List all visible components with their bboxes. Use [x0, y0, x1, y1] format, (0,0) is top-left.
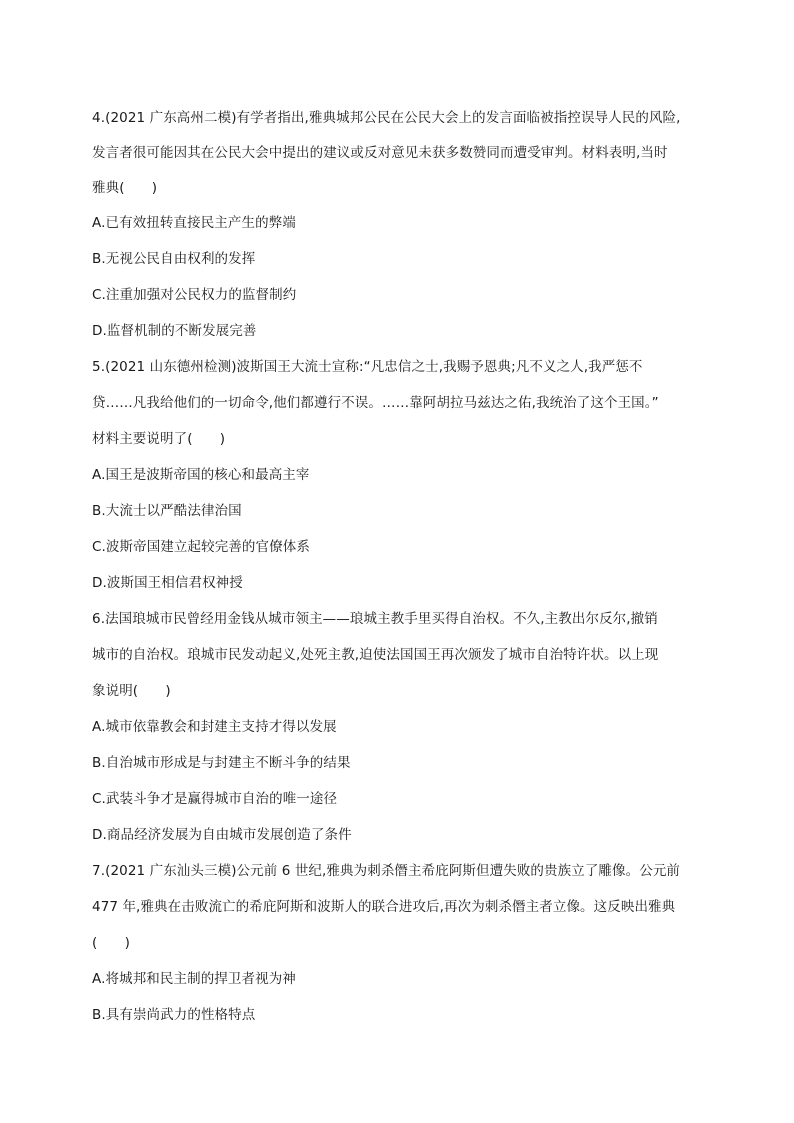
question-6-stem-line-3: 象说明( ) [92, 683, 171, 699]
question-4-option-a: A.已有效扭转直接民主产生的弊端 [92, 215, 296, 231]
question-5-option-c: C.波斯帝国建立起较完善的官僚体系 [92, 539, 310, 555]
question-4-stem-line-2: 发言者很可能因其在公民大会中提出的建议或反对意见未获多数赞同而遭受审判。材料表明,当时 [92, 145, 668, 161]
question-5-option-d: D.波斯国王相信君权神授 [92, 575, 243, 591]
question-6-option-c: C.武装斗争才是赢得城市自治的唯一途径 [92, 791, 338, 807]
question-7-stem-line-2: 477 年,雅典在击败流亡的希庇阿斯和波斯人的联合进攻后,再次为刺杀僭主者立像。这反映出雅典 [92, 899, 676, 915]
question-6-option-b: B.自治城市形成是与封建主不断斗争的结果 [92, 755, 351, 771]
question-5-stem-line-2: 贷……凡我给他们的一切命令,他们都遵行不误。……靠阿胡拉马兹达之佑,我统治了这个王国。” [92, 395, 659, 411]
question-7-option-a: A.将城邦和民主制的捍卫者视为神 [92, 971, 296, 987]
question-5-option-a: A.国王是波斯帝国的核心和最高主宰 [92, 467, 310, 483]
question-5-stem-line-3: 材料主要说明了( ) [92, 431, 226, 447]
question-6-option-d: D.商品经济发展为自由城市发展创造了条件 [92, 827, 352, 843]
question-7-stem-line-1: 7.(2021 广东汕头三模)公元前 6 世纪,雅典为刺杀僭主希庇阿斯但遭失败的贵族立了雕像。公元前 [92, 863, 681, 879]
question-7-option-b: B.具有崇尚武力的性格特点 [92, 1007, 256, 1023]
question-4-option-d: D.监督机制的不断发展完善 [92, 323, 257, 339]
question-4-stem-line-3: 雅典( ) [92, 180, 158, 196]
question-6-stem-line-1: 6.法国琅城市民曾经用金钱从城市领主——琅城主教手里买得自治权。不久,主教出尔反尔,撤销 [92, 611, 658, 627]
question-7-stem-line-3: ( ) [92, 935, 130, 951]
question-5-option-b: B.大流士以严酷法律治国 [92, 503, 242, 519]
question-6-option-a: A.城市依靠教会和封建主支持才得以发展 [92, 719, 337, 735]
question-5-stem-line-1: 5.(2021 山东德州检测)波斯国王大流士宣称:“凡忠信之士,我赐予恩典;凡不义之人,我严惩不 [92, 359, 643, 375]
question-4-stem-line-1: 4.(2021 广东高州二模)有学者指出,雅典城邦公民在公民大会上的发言面临被指控误导人民的风险, [92, 110, 681, 126]
question-4-option-c: C.注重加强对公民权力的监督制约 [92, 287, 297, 303]
question-6-stem-line-2: 城市的自治权。琅城市民发动起义,处死主教,迫使法国国王再次颁发了城市自治特许状。以上现 [92, 647, 659, 663]
question-4-option-b: B.无视公民自由权利的发挥 [92, 251, 256, 267]
